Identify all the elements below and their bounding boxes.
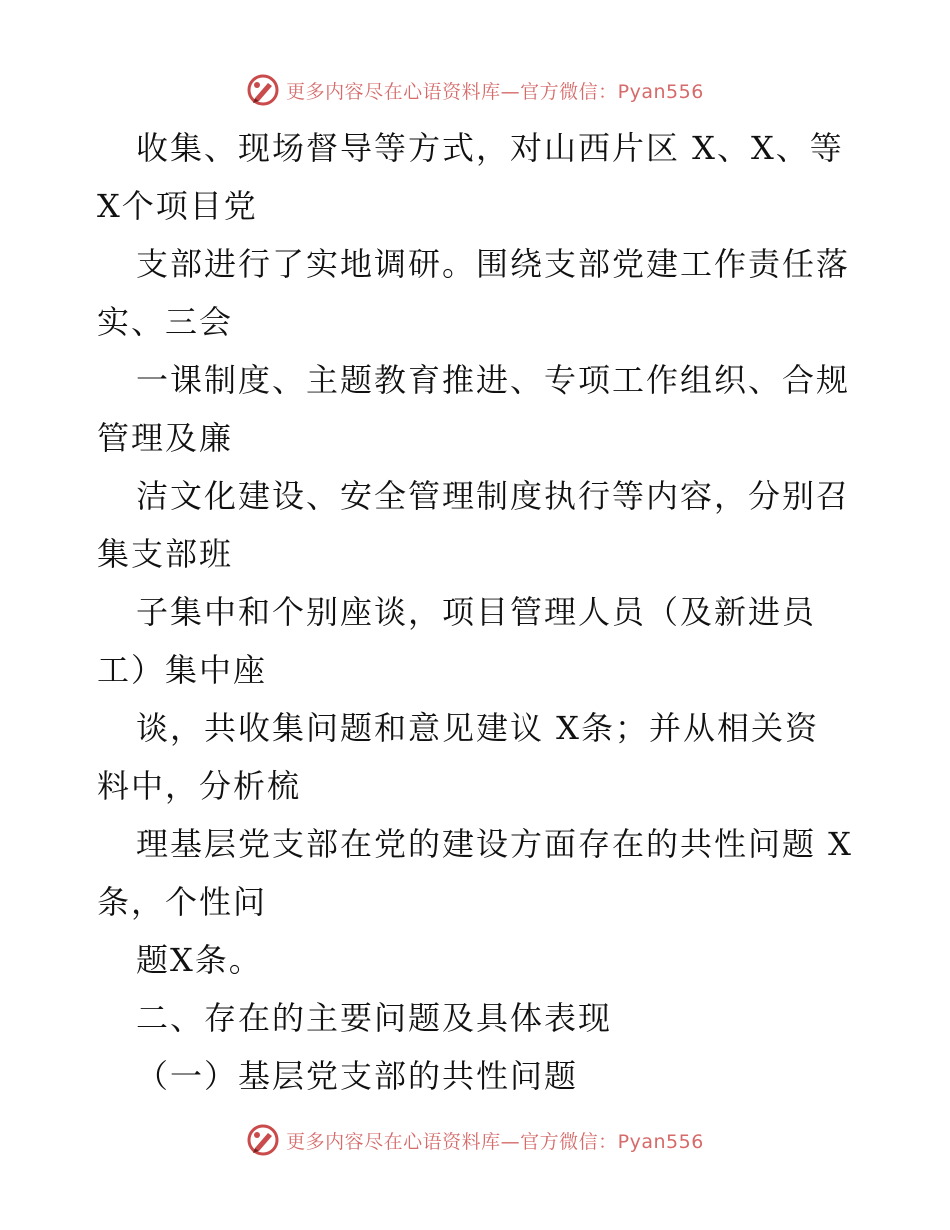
body-line: 料中，分析梳: [97, 767, 302, 805]
body-line: 题X条。: [136, 941, 263, 979]
watermark-text: 更多内容尽在心语资料库—官方微信：Pyan556: [286, 1130, 704, 1153]
body-line: 管理及廉: [97, 419, 234, 457]
body-line: 一课制度、主题教育推进、专项工作组织、合规: [136, 361, 851, 399]
body-line: 条，个性问: [97, 883, 268, 921]
subsection-heading: （一）基层党支部的共性问题: [136, 1057, 579, 1095]
watermark-group: [246, 1123, 704, 1157]
watermark-group: [246, 73, 704, 107]
pen-seal-logo-icon: [246, 1123, 280, 1157]
body-line: 支部进行了实地调研。围绕支部党建工作责任落: [136, 245, 851, 283]
watermark-footer: [0, 1120, 950, 1160]
body-line: 工）集中座: [97, 651, 268, 689]
body-line: 实、三会: [97, 303, 234, 341]
body-line: 子集中和个别座谈，项目管理人员（及新进员: [136, 593, 817, 631]
body-line: 集支部班: [97, 535, 234, 573]
body-line: 理基层党支部在党的建设方面存在的共性问题 X: [136, 825, 853, 863]
watermark-text: 更多内容尽在心语资料库—官方微信：Pyan556: [286, 80, 704, 103]
body-line: 洁文化建设、安全管理制度执行等内容，分别召: [136, 477, 851, 515]
pen-seal-logo-icon: [246, 73, 280, 107]
section-heading: 二、存在的主要问题及具体表现: [136, 999, 613, 1037]
body-line: 收集、现场督导等方式，对山西片区 X、X、等: [136, 129, 844, 167]
body-line: X个项目党: [97, 187, 258, 225]
body-line: 谈，共收集问题和意见建议 X条；并从相关资: [136, 709, 819, 747]
watermark-header: [0, 70, 950, 110]
